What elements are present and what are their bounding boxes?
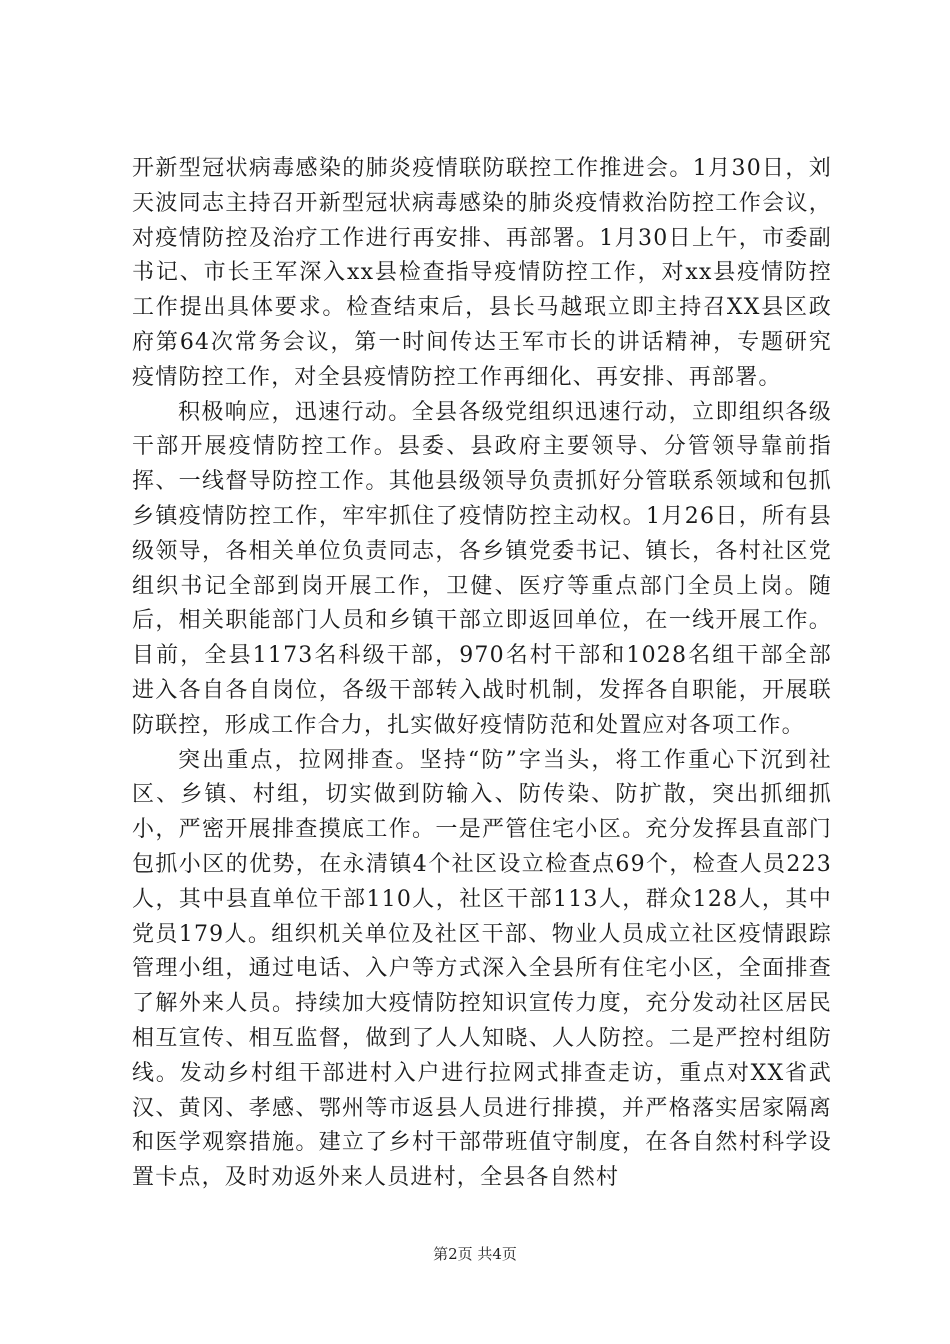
paragraph-respond-quickly: 积极响应，迅速行动。全县各级党组织迅速行动，立即组织各级干部开展疫情防控工作。县委、县政府主要领导、分管领导靠前指挥、一线督导防控工作。其他县级领导负责抓好分管联系领域和包抓乡镇疫情防控工作，牢牢抓住了疫情防控主动权。1月26日，所有县级领导，各相关单位负责同志，各乡镇党委书记、镇长，各村社区党组织书记全部到岗开展工作，卫健、医疗等重点部门全员上岗。随后，相关职能部门人员和乡镇干部立即返回单位，在一线开展工作。目前，全县1173名科级干部，970名村干部和1028名组干部全部进入各自各自岗位，各级干部转入战时机制，发挥各自职能，开展联防联控，形成工作合力，扎实做好疫情防范和处置应对各项工作。 bbox=[132, 399, 832, 738]
paragraph-continued: 开新型冠状病毒感染的肺炎疫情联防联控工作推进会。1月30日，刘天波同志主持召开新型冠状病毒感染的肺炎疫情救治防控工作会议，对疫情防控及治疗工作进行再安排、再部署。1月30日上午，市委副书记、市长王军深入xx县检查指导疫情防控工作，对xx县疫情防控工作提出具体要求。检查结束后，县长马越珉立即主持召XX县区政府第64次常务会议，第一时间传达王军市长的讲话精神，专题研究疫情防控工作，对全县疫情防控工作再细化、再安排、再部署。 bbox=[132, 156, 832, 390]
paragraph-key-screening: 突出重点，拉网排查。坚持“防”字当头，将工作重心下沉到社区、乡镇、村组，切实做到防输入、防传染、防扩散，突出抓细抓小，严密开展排查摸底工作。一是严管住宅小区。充分发挥县直部门包抓小区的优势，在永清镇4个社区设立检查点69个，检查人员223人，其中县直单位干部110人，社区干部113人，群众128人，其中党员179人。组织机关单位及社区干部、物业人员成立社区疫情跟踪管理小组，通过电话、入户等方式深入全县所有住宅小区，全面排查了解外来人员。持续加大疫情防控知识宣传力度，充分发动社区居民相互宣传、相互监督，做到了人人知晓、人人防控。二是严控村组防线。发动乡村组干部进村入户进行拉网式排查走访，重点对XX省武汉、黄冈、孝感、鄂州等市返县人员进行排摸，并严格落实居家隔离和医学观察措施。建立了乡村干部带班值守制度，在各自然村科学设置卡点，及时劝返外来人员进村，全县各自然村 bbox=[132, 747, 832, 1191]
page-number-footer: 第2页 共4页 bbox=[433, 1245, 517, 1263]
document-body bbox=[132, 152, 832, 1196]
